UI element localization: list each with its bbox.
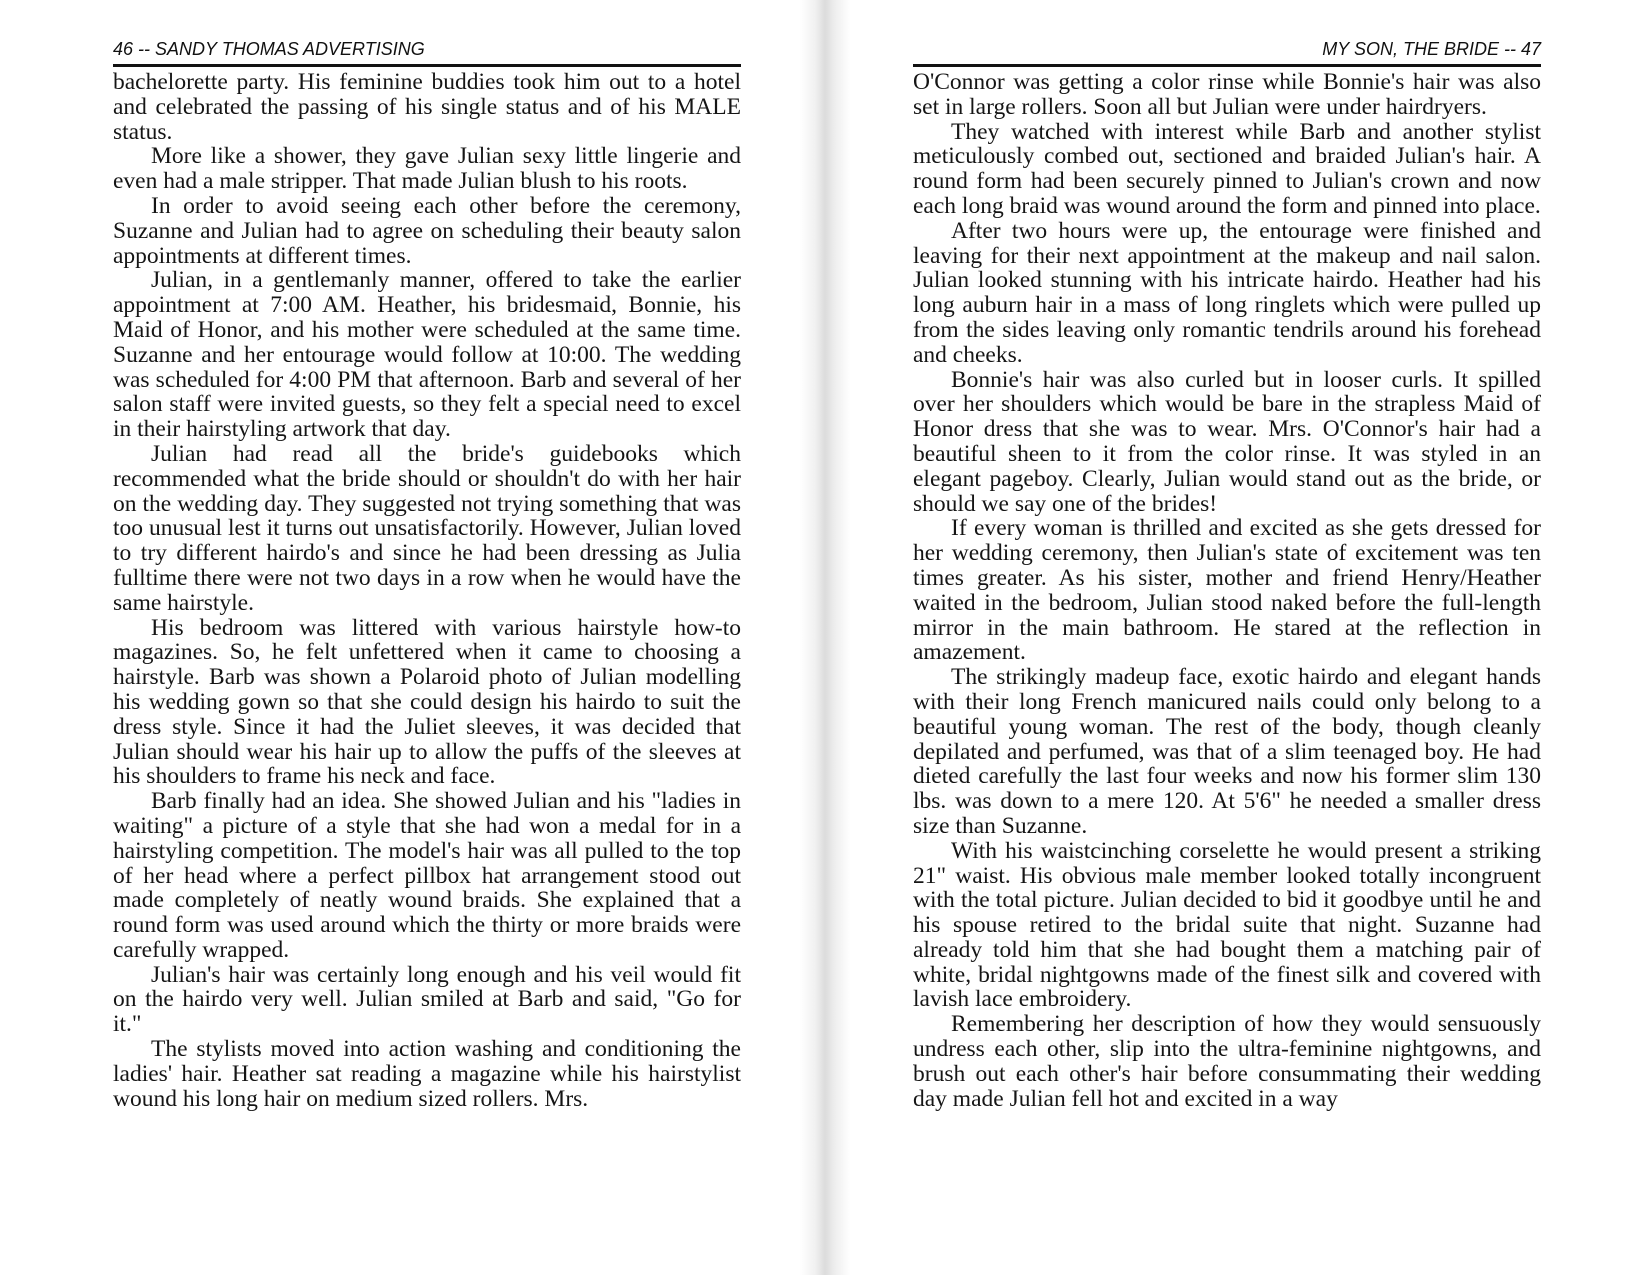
paragraph: The strikingly madeup face, exotic hairdo and elegant hands with their long French manicured nails could only belong to a beautiful young woman. The rest of the body, though cleanly depilated and perfumed, was that of a slim teenaged boy. He had dieted carefully the last four weeks and now his former slim 130 lbs. was down to a mere 120. At 5'6" he needed a smaller dress size than Suzanne.	[913, 664, 1541, 839]
paragraph: Remembering her description of how they would sensuously undress each other, slip into the ultra-feminine nightgowns, and brush out each other's hair before consummating their wedding day made Julian fell hot and excited in a way	[913, 1011, 1541, 1112]
paragraph: Julian had read all the bride's guidebooks which recommended what the bride should or shouldn't do with her hair on the wedding day. They suggested not trying something that was too unusual lest it turns out unsatisfactorily. However, Julian loved to try different hairdo's and since he had been dressing as Julia fulltime there were not two days in a row when he would have the same hairstyle.	[113, 440, 741, 616]
paragraph: Barb finally had an idea. She showed Julian and his "ladies in waiting" a picture of a style that she had won a medal for in a hairstyling competition. The model's hair was all pulled to the top of her head where a perfect pillbox hat arrangement stood out made completely of neatly wound braids. She explained that a round form was used around which the thirty or more braids were carefully wrapped.	[113, 788, 741, 963]
right-running-head: MY SON, THE BRIDE -- 47	[913, 38, 1541, 67]
right-page	[913, 38, 1541, 1111]
paragraph: After two hours were up, the entourage were finished and leaving for their next appointment at the makeup and nail salon. Julian looked stunning with his intricate hairdo. Heather had his long auburn hair in a mass of long ringlets which were pulled up from the sides leaving only romantic tendrils around his forehead and cheeks.	[913, 217, 1541, 368]
paragraph: O'Connor was getting a color rinse while Bonnie's hair was also set in large rollers. Soon all but Julian were under hairdryers.	[913, 69, 1541, 120]
left-running-head: 46 -- SANDY THOMAS ADVERTISING	[113, 38, 741, 67]
paragraph: Bonnie's hair was also curled but in looser curls. It spilled over her shoulders which would be bare in the strapless Maid of Honor dress that she was to wear. Mrs. O'Connor's hair had a beautiful sheen to it from the color rinse. It was styled in an elegant pageboy. Clearly, Julian would stand out as the bride, or should we say one of the brides!	[913, 366, 1541, 517]
left-page	[113, 38, 741, 1111]
paragraph: More like a shower, they gave Julian sexy little lingerie and even had a male stripper. That made Julian blush to his roots.	[113, 143, 741, 195]
paragraph: In order to avoid seeing each other before the ceremony, Suzanne and Julian had to agree on scheduling their beauty salon appointments at different times.	[113, 192, 741, 269]
book-gutter	[800, 0, 850, 1275]
paragraph: If every woman is thrilled and excited as she gets dressed for her wedding ceremony, then Julian's state of excitement was ten times greater. As his sister, mother and friend Henry/Heather waited in the bedroom, Julian stood naked before the full-length mirror in the main bathroom. He stared at the reflection in amazement.	[913, 515, 1541, 666]
paragraph: With his waistcinching corselette he would present a striking 21" waist. His obvious male member looked totally incongruent with the total picture. Julian decided to bid it goodbye until he and his spouse retired to the bridal suite that night. Suzanne had already told him that she had bought them a matching pair of white, bridal nightgowns made of the finest silk and covered with lavish lace embroidery.	[913, 837, 1541, 1013]
paragraph: His bedroom was littered with various hairstyle how-to magazines. So, he felt unfettered when it came to choosing a hairstyle. Barb was shown a Polaroid photo of Julian modelling his wedding gown so that she could design his hairdo to suit the dress style. Since it had the Juliet sleeves, it was decided that Julian should wear his hair up to allow the puffs of the sleeves at his shoulders to frame his neck and face.	[113, 614, 741, 790]
paragraph: They watched with interest while Barb and another stylist meticulously combed out, sectioned and braided Julian's hair. A round form had been securely pinned to Julian's crown and now each long braid was wound around the form and pinned into place.	[913, 118, 1541, 219]
paragraph: Julian's hair was certainly long enough and his veil would fit on the hairdo very well. Julian smiled at Barb and said, "Go for it."	[113, 961, 741, 1038]
paragraph: Julian, in a gentlemanly manner, offered to take the earlier appointment at 7:00 AM. Heather, his bridesmaid, Bonnie, his Maid of Honor, and his mother were scheduled at the same time. Suzanne and her entourage would follow at 10:00. The wedding was scheduled for 4:00 PM that afternoon. Barb and several of her salon staff were invited guests, so they felt a special need to excel in their hairstyling artwork that day.	[113, 267, 741, 443]
right-body-text	[913, 70, 1541, 1111]
paragraph: bachelorette party. His feminine buddies took him out to a hotel and celebrated the passing of his single status and of his MALE status.	[113, 69, 741, 145]
left-body-text	[113, 70, 741, 1111]
paragraph: The stylists moved into action washing and conditioning the ladies' hair. Heather sat reading a magazine while his hairstylist wound his long hair on medium sized rollers. Mrs.	[113, 1036, 741, 1112]
